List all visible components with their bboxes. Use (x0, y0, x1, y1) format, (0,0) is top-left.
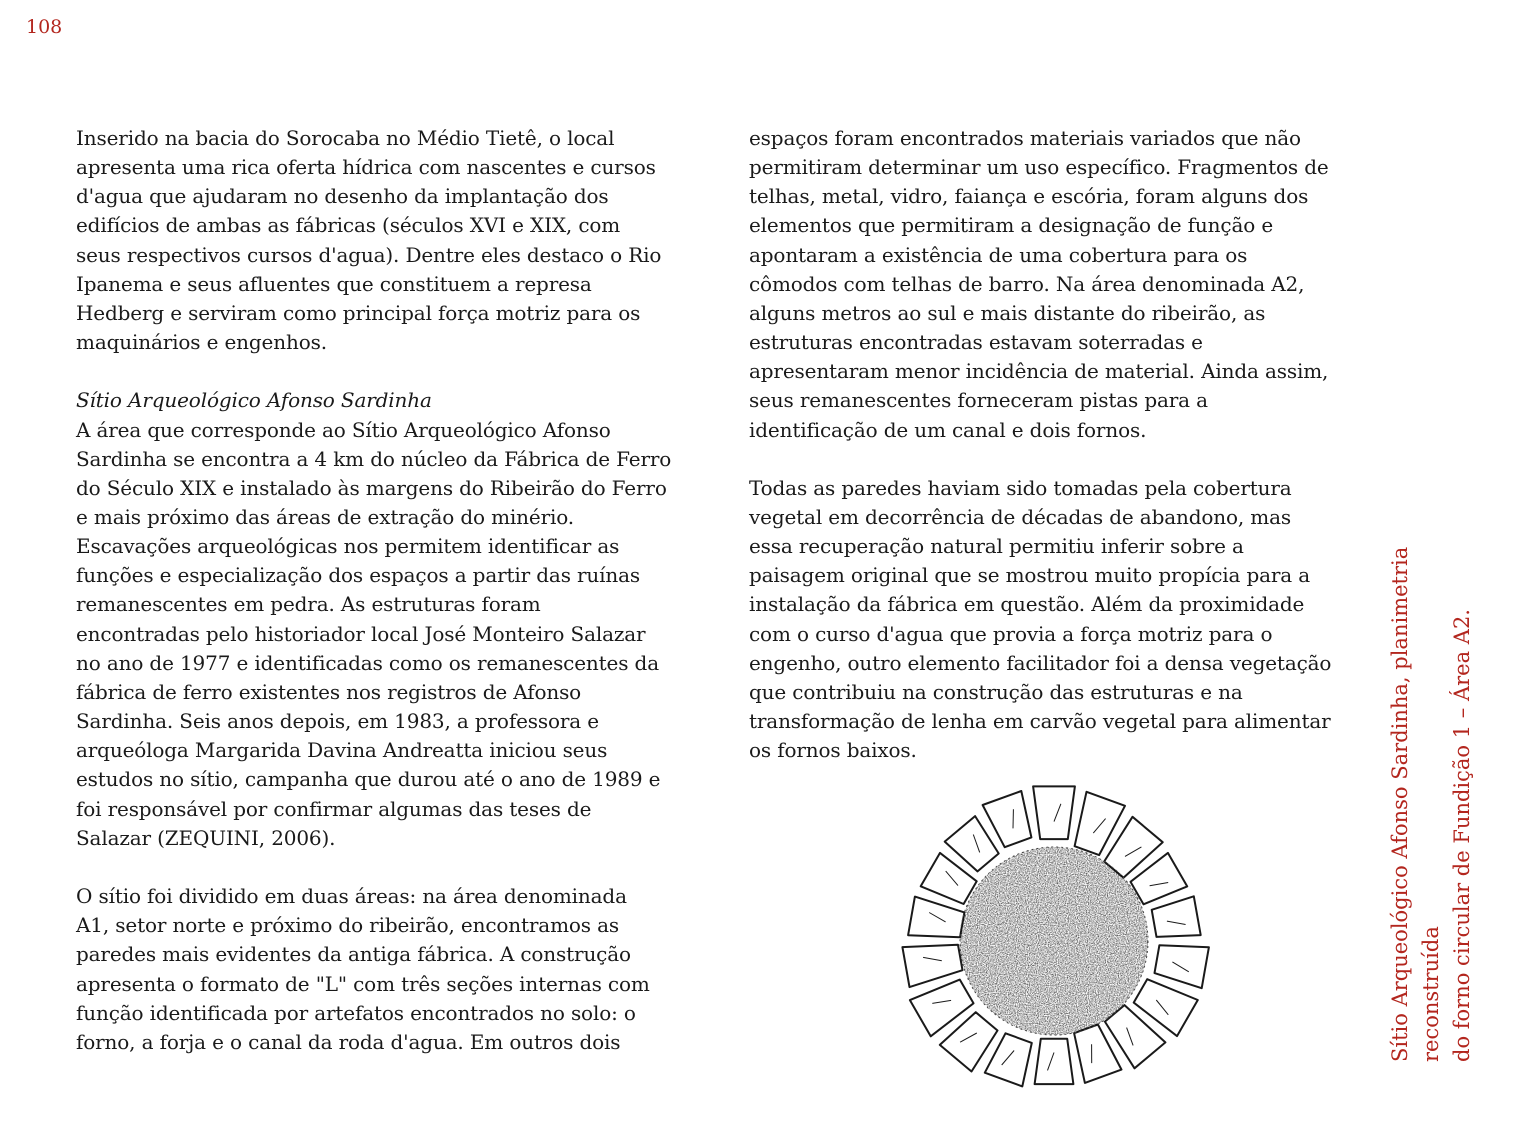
paragraph-intro: Inserido na bacia do Sorocaba no Médio Tietê, o local apresenta uma rica oferta hídrica com nascentes e cursos d'agua que ajudaram no desenho da implantação dos edifícios de ambas as fábricas (séculos XVI e XIX, com seus respectivos cursos d'agua). Dentre eles destaco o Rio Ipanema e seus afluentes que constituem a represa Hedberg e serviram como principal força motriz para os maquinários e engenhos. (76, 126, 662, 355)
section-subheading: Sítio Arqueológico Afonso Sardinha (76, 388, 432, 413)
left-column (76, 124, 696, 1057)
figure-caption: Sítio Arqueológico Afonso Sardinha, planimetria reconstruída do forno circular de Fundição 1 – Área A2. (1388, 546, 1474, 1062)
stone-block (1155, 945, 1209, 988)
page-number: 108 (26, 16, 63, 38)
stone-block (1035, 1039, 1074, 1084)
stone-block (1033, 786, 1075, 839)
paragraph-site-areas: O sítio foi dividido em duas áreas: na área denominada A1, setor norte e próximo do ribeirão, encontramos as paredes mais evidentes da antiga fábrica. A construção apresenta o formato de "L" com três seções internas com função identificada por artefatos encontrados no solo: o forno, a forja e o canal da roda d'agua. Em outros dois (76, 884, 650, 1054)
paragraph-vegetation: Todas as paredes haviam sido tomadas pela cobertura vegetal em decorrência de décadas de abandono, mas essa recuperação natural permitiu inferir sobre a paisagem original que se mostrou muito propícia para a instalação da fábrica em questão. Além da proximidade com o curso d'agua que provia a força motriz para o engenho, outro elemento facilitador foi a densa vegetação que contribuiu na construção das estruturas e na transformação de lenha em carvão vegetal para alimentar os fornos baixos. (749, 475, 1332, 763)
right-column (749, 124, 1364, 765)
furnace-floor (960, 847, 1148, 1035)
stone-block (902, 945, 962, 987)
stone-block (1152, 896, 1201, 937)
paragraph-materials: espaços foram encontrados materiais variados que não permitiram determinar um uso específico. Fragmentos de telhas, metal, vidro, faiança e escória, foram alguns dos elementos que permitiram a designação de função e apontaram a existência de uma cobertura para os cômodos com telhas de barro. Na área denominada A2, alguns metros ao sul e mais distante do ribeirão, as estruturas encontradas estavam soterradas e apresentaram menor incidência de material. Ainda assim, seus remanescentes forneceram pistas para a identificação de um canal e dois fornos. (749, 126, 1329, 442)
furnace-plan-drawing (893, 780, 1215, 1102)
paragraph-site-history: A área que corresponde ao Sítio Arqueológico Afonso Sardinha se encontra a 4 km do núcleo da Fábrica de Ferro do Século XIX e instalado às margens do Ribeirão do Ferro e mais próximo das áreas de extração do minério. Escavações arqueológicas nos permitem identificar as funções e especialização dos espaços a partir das ruínas remanescentes em pedra. As estruturas foram encontradas pelo historiador local José Monteiro Salazar no ano de 1977 e identificadas como os remanescentes da fábrica de ferro existentes nos registros de Afonso Sardinha. Seis anos depois, em 1983, a professora e arqueóloga Margarida Davina Andreatta iniciou seus estudos no sítio, campanha que durou até o ano de 1989 e foi responsável por confirmar algumas das teses de Salazar (ZEQUINI, 2006). (76, 417, 672, 850)
furnace-plan-illustration (893, 780, 1215, 1102)
